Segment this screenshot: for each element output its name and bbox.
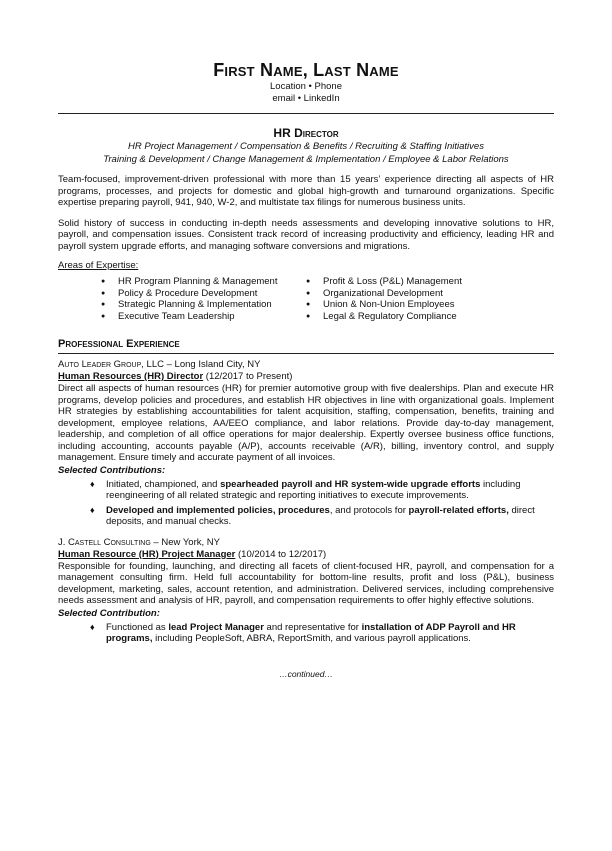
professional-experience-heading: Professional Experience: [58, 338, 180, 350]
expertise-column-1: [101, 276, 306, 322]
summary-paragraph-1: Team-focused, improvement-driven professional with more than 15 years’ experience directing all aspects of HR programs, processes, and projects for domestic and global high-growth and turnaround organizations. Specific expertise preparing payroll, 941, 940, W-2, and multistate tax filings for numerous business units.: [58, 174, 554, 208]
text-run-bold: payroll-related efforts,: [408, 504, 509, 516]
job1-description: Direct all aspects of human resources (HR) for premier automotive group with five dealerships. Plan and execute HR programs, develop policies and procedures, and establish HR objectives in line with organizational goals. Implement HR strategies by establishing accountabilities for talent acquisition, staffing, compensation, benefits, training and development, employee relations, AA/EEO compliance, and labor relations. Provide day-to-day management, leadership, and completion of all office operations for major dealership. Expertly oversee business office functions, including accounting, accounts payable (A/P), accounts receivable (A/R), billing, inventory control, and supply management. Ensure timely and accurate payment of all invoices.: [58, 383, 554, 463]
list-item: ● Union & Non-Union Employees: [306, 299, 511, 311]
job2-company-name: J. Castell Consulting: [58, 536, 151, 548]
job1-title: Human Resources (HR) Director: [58, 371, 204, 382]
continued-note: …continued…: [279, 668, 333, 679]
text-run: direct deposits, and manual checks.: [106, 504, 535, 527]
job2-title-line: [58, 549, 554, 561]
list-item: ● Policy & Procedure Development: [101, 288, 306, 300]
job2-company: [58, 537, 554, 549]
contact-location-phone: Location • Phone: [270, 81, 342, 92]
expertise-column-2: [306, 276, 511, 322]
list-item: ● Profit & Loss (P&L) Management: [306, 276, 511, 288]
areas-of-expertise-list: [58, 276, 554, 322]
text-run-bold: Developed and implemented policies, procedures: [106, 504, 330, 516]
job1-company-name: Auto Leader Group, LLC: [58, 359, 164, 370]
text-run: and representative for: [263, 621, 362, 633]
text-run-bold: lead Project Manager: [168, 621, 264, 633]
job1-title-line: [58, 371, 554, 383]
job2-location: – New York, NY: [150, 536, 220, 548]
job1-contributions-label: Selected Contributions:: [58, 464, 166, 476]
text-run: including reengineering of all related strategic and reporting initiatives to execute improvements.: [106, 478, 521, 501]
text-run-bold: installation of ADP Payroll and HR programs,: [106, 621, 516, 644]
job2-description: Responsible for founding, launching, and directing all facets of client-focused HR, payroll, and compensation for a management consulting firm. Held full accountability for bottom-line results, profit and loss (P&L), business development, marketing, sales, account retention, and administration. Delivered services, including comprehensive needs assessment and analysis of HR, payroll, and compensation requirements to offer highly effective solutions.: [58, 560, 554, 606]
job1-location: – Long Island City, NY: [164, 359, 261, 370]
job1-contributions: [58, 479, 554, 528]
header-divider: [58, 113, 554, 114]
job1-company: [58, 359, 554, 371]
text-run: including PeopleSoft, ABRA, ReportSmith, and various payroll applications.: [152, 633, 471, 644]
job2-dates: (10/2014 to 12/2017): [235, 548, 327, 560]
areas-of-expertise-label: Areas of Expertise:: [58, 260, 139, 271]
list-item: [90, 505, 554, 528]
summary-paragraph-2: Solid history of success in conducting in-depth needs assessments and developing innovative solutions to HR, payroll, and compensation issues. Consistent track record of increasing productivity and efficiency, leading HR and payroll system upgrade efforts, and managing software conversions and migrations.: [58, 217, 554, 252]
text-run-bold: spearheaded payroll and HR system-wide upgrade efforts: [220, 478, 481, 490]
text-run: Initiated, championed, and: [106, 478, 221, 490]
list-item: [90, 622, 554, 645]
list-item: ● Organizational Development: [306, 288, 511, 300]
candidate-name: First Name, Last Name: [213, 60, 399, 80]
job2-contributions: [58, 622, 554, 645]
contact-email-linkedin: email • LinkedIn: [272, 93, 340, 104]
list-item: ● Legal & Regulatory Compliance: [306, 311, 511, 323]
job2-title: Human Resource (HR) Project Manager: [58, 548, 236, 560]
list-item: [90, 479, 554, 502]
job1-dates: (12/2017 to Present): [203, 371, 293, 382]
title-block: [58, 126, 554, 166]
text-run: , and protocols for: [329, 504, 409, 516]
section-divider: [58, 353, 554, 354]
specialties-line-1: HR Project Management / Compensation & Benefits / Recruiting & Staffing Initiatives: [128, 141, 484, 152]
resume-page: [0, 59, 612, 851]
job2-contributions-label: Selected Contribution:: [58, 607, 160, 619]
list-item: ● HR Program Planning & Management: [101, 276, 306, 288]
job-target-title: HR Director: [273, 126, 339, 140]
specialties-line-2: Training & Development / Change Management & Implementation / Employee & Labor Relations: [103, 154, 509, 165]
text-run: Functioned as: [106, 621, 169, 633]
list-item: ● Executive Team Leadership: [101, 311, 306, 323]
list-item: ● Strategic Planning & Implementation: [101, 299, 306, 311]
